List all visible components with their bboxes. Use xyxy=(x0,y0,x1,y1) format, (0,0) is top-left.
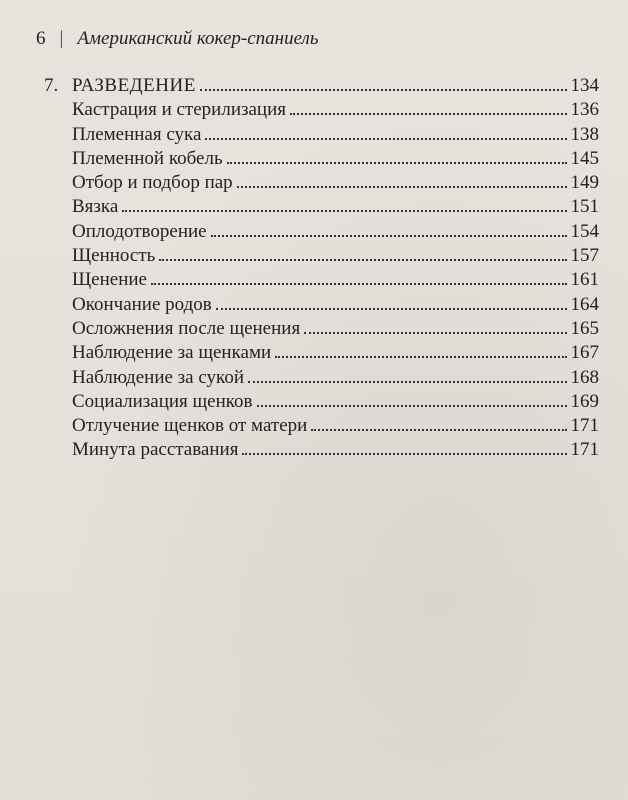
leader-dots xyxy=(248,381,567,383)
leader-dots xyxy=(159,259,566,261)
entry-title: Социализация щенков xyxy=(72,390,253,412)
toc-entry xyxy=(44,293,599,317)
toc-entry xyxy=(44,220,599,244)
toc-entry xyxy=(44,390,599,414)
chapter-title: РАЗВЕДЕНИЕ xyxy=(72,75,196,96)
running-title: Американский кокер-спаниель xyxy=(77,28,319,49)
table-of-contents xyxy=(44,74,599,463)
entry-title: Кастрация и стерилизация xyxy=(72,99,287,121)
entry-title: Наблюдение за щенками xyxy=(72,342,272,364)
leader-dots xyxy=(122,210,566,212)
chapter-page: 134 xyxy=(570,75,599,96)
toc-entry xyxy=(44,366,599,390)
leader-dots xyxy=(216,308,567,310)
toc-entry xyxy=(44,341,599,365)
entry-title: Племенная сука xyxy=(72,123,202,145)
entry-page: 145 xyxy=(570,147,599,169)
entry-page: 167 xyxy=(570,342,599,364)
entry-title: Отбор и подбор пар xyxy=(72,172,233,194)
leader-dots xyxy=(257,405,567,407)
entry-page: 149 xyxy=(570,172,599,194)
leader-dots xyxy=(205,138,566,140)
entry-title: Щенность xyxy=(72,245,156,267)
entry-page: 169 xyxy=(570,390,599,412)
toc-entry xyxy=(44,268,599,292)
toc-chapter xyxy=(44,74,599,98)
entry-title: Племенной кобель xyxy=(72,147,223,169)
entry-title: Окончание родов xyxy=(72,293,212,315)
leader-dots xyxy=(151,283,567,285)
toc-entry xyxy=(44,147,599,171)
leader-dots xyxy=(311,429,566,431)
entry-page: 161 xyxy=(570,269,599,291)
toc-entries xyxy=(44,98,599,462)
leader-dots xyxy=(304,332,566,334)
toc-entry xyxy=(44,171,599,195)
entry-page: 151 xyxy=(570,196,599,218)
leader-dots xyxy=(211,235,567,237)
toc-entry xyxy=(44,98,599,122)
entry-title: Отлучение щенков от матери xyxy=(72,415,308,437)
entry-page: 136 xyxy=(570,99,599,121)
entry-page: 171 xyxy=(570,439,599,461)
entry-title: Вязка xyxy=(72,196,119,218)
entry-page: 157 xyxy=(570,245,599,267)
leader-dots xyxy=(290,113,566,115)
page-number: 6 xyxy=(36,28,46,49)
entry-page: 138 xyxy=(570,123,599,145)
header-separator: | xyxy=(59,28,64,49)
leader-dots xyxy=(200,89,567,91)
toc-entry xyxy=(44,414,599,438)
leader-dots xyxy=(227,162,567,164)
entry-page: 165 xyxy=(570,317,599,339)
toc-entry xyxy=(44,195,599,219)
entry-page: 171 xyxy=(570,415,599,437)
leader-dots xyxy=(275,356,566,358)
entry-title: Оплодотворение xyxy=(72,220,207,242)
toc-entry xyxy=(44,317,599,341)
entry-page: 154 xyxy=(570,220,599,242)
chapter-number: 7. xyxy=(44,75,59,96)
entry-title: Осложнения после щенения xyxy=(72,317,301,339)
leader-dots xyxy=(237,186,567,188)
leader-dots xyxy=(242,453,566,455)
toc-entry xyxy=(44,244,599,268)
entry-page: 164 xyxy=(570,293,599,315)
entry-title: Щенение xyxy=(72,269,147,291)
toc-entry xyxy=(44,123,599,147)
entry-title: Минута расставания xyxy=(72,439,239,461)
running-header xyxy=(36,28,318,50)
entry-page: 168 xyxy=(570,366,599,388)
toc-entry xyxy=(44,438,599,462)
entry-title: Наблюдение за сукой xyxy=(72,366,244,388)
